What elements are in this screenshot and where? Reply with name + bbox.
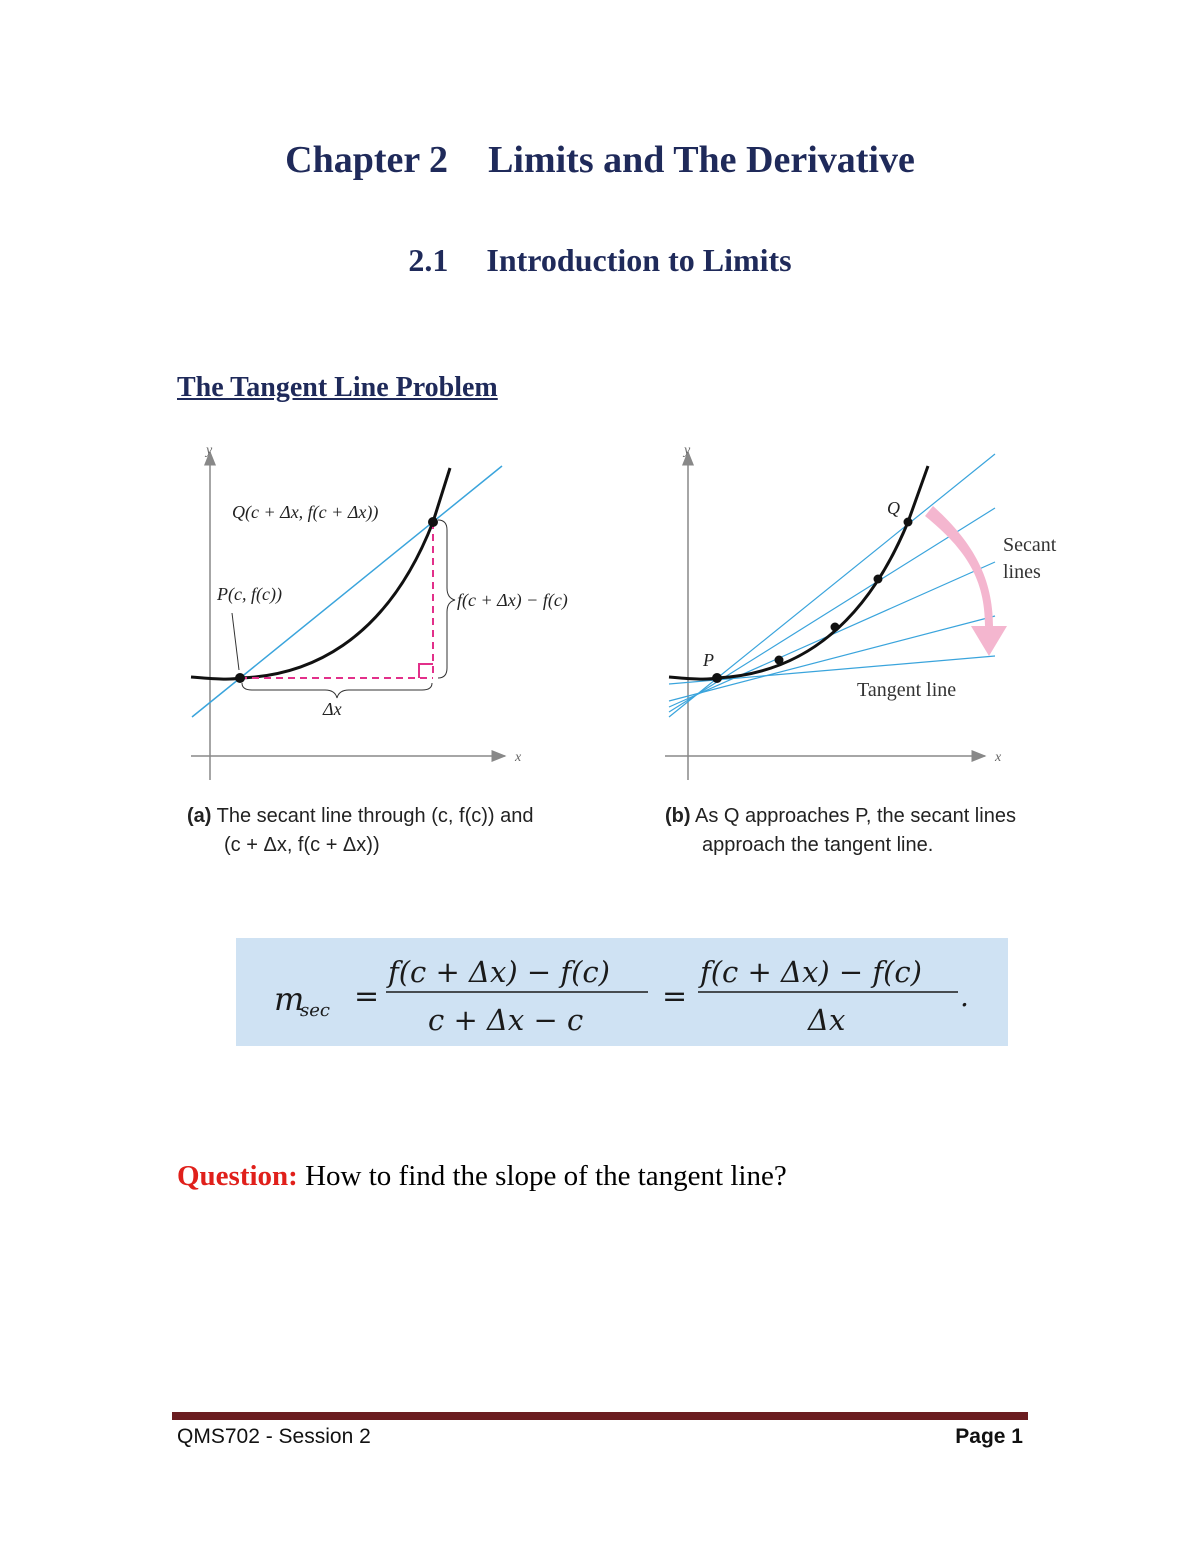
section-number: 2.1 xyxy=(408,242,449,278)
label-run: Δx xyxy=(323,699,342,719)
caption-a-line1: The secant line through (c, f(c)) and xyxy=(216,805,534,827)
point-p xyxy=(712,673,722,683)
approach-arrow xyxy=(925,506,1007,656)
formula-eq2: = xyxy=(662,979,688,1014)
point-p xyxy=(235,673,245,683)
point-q2 xyxy=(874,575,883,584)
rise-brace xyxy=(438,520,455,678)
footer-session: QMS702 - Session 2 xyxy=(177,1425,371,1448)
x-axis-label: x xyxy=(515,750,522,765)
chapter-name: Limits and The Derivative xyxy=(488,139,915,181)
section-name: Introduction to Limits xyxy=(486,242,792,278)
caption-a-line2: (c + Δx, f(c + Δx)) xyxy=(224,834,380,856)
formula-den2: Δx xyxy=(808,1003,846,1037)
point-q3 xyxy=(831,623,840,632)
question xyxy=(177,1160,787,1193)
caption-b-tag: (b) xyxy=(665,805,691,827)
label-tangent: Tangent line xyxy=(857,679,957,701)
point-q xyxy=(428,517,438,527)
formula-den1: c + Δx − c xyxy=(428,1003,584,1037)
secant-slope-formula xyxy=(236,938,1008,1046)
subheading: The Tangent Line Problem xyxy=(177,372,498,403)
label-q: Q(c + Δx, f(c + Δx)) xyxy=(232,502,379,522)
label-secant-2: lines xyxy=(1003,561,1041,583)
figure-a-caption xyxy=(187,802,533,860)
formula-eq1: = xyxy=(354,979,380,1014)
label-rise: f(c + Δx) − f(c) xyxy=(457,590,568,610)
formula-box xyxy=(236,938,1008,1046)
y-axis-label: y xyxy=(206,443,213,458)
formula-sub: sec xyxy=(300,1000,330,1021)
right-angle-mark xyxy=(419,664,433,678)
question-text: How to find the slope of the tangent line? xyxy=(305,1160,787,1192)
chapter-title xyxy=(0,138,1200,182)
y-axis-label: y xyxy=(684,443,691,458)
formula-num2: f(c + Δx) − f(c) xyxy=(700,955,922,989)
caption-a-tag: (a) xyxy=(187,805,212,827)
footer-page-number: Page 1 xyxy=(955,1425,1023,1448)
label-secant-1: Secant xyxy=(1003,534,1057,556)
run-brace xyxy=(242,683,432,698)
curve xyxy=(191,468,450,679)
formula-period: . xyxy=(960,980,969,1013)
label-q: Q xyxy=(887,498,900,518)
figure-b-caption xyxy=(665,802,1016,860)
figure-secant-approach xyxy=(655,430,1115,870)
figure-secant-line xyxy=(175,430,635,870)
point-q xyxy=(904,518,913,527)
caption-b-line2: approach the tangent line. xyxy=(702,834,934,856)
chapter-number: Chapter 2 xyxy=(285,139,449,181)
label-p-leader xyxy=(232,613,239,670)
footer-rule xyxy=(172,1412,1028,1420)
caption-b-line1: As Q approaches P, the secant lines xyxy=(695,805,1016,827)
formula-m: m xyxy=(274,980,305,1018)
section-title xyxy=(0,242,1200,279)
formula-num1: f(c + Δx) − f(c) xyxy=(388,955,610,989)
x-axis-label: x xyxy=(995,750,1002,765)
label-p: P xyxy=(703,650,714,670)
point-q4 xyxy=(775,656,784,665)
question-label: Question: xyxy=(177,1160,298,1192)
label-p: P(c, f(c)) xyxy=(217,584,282,604)
